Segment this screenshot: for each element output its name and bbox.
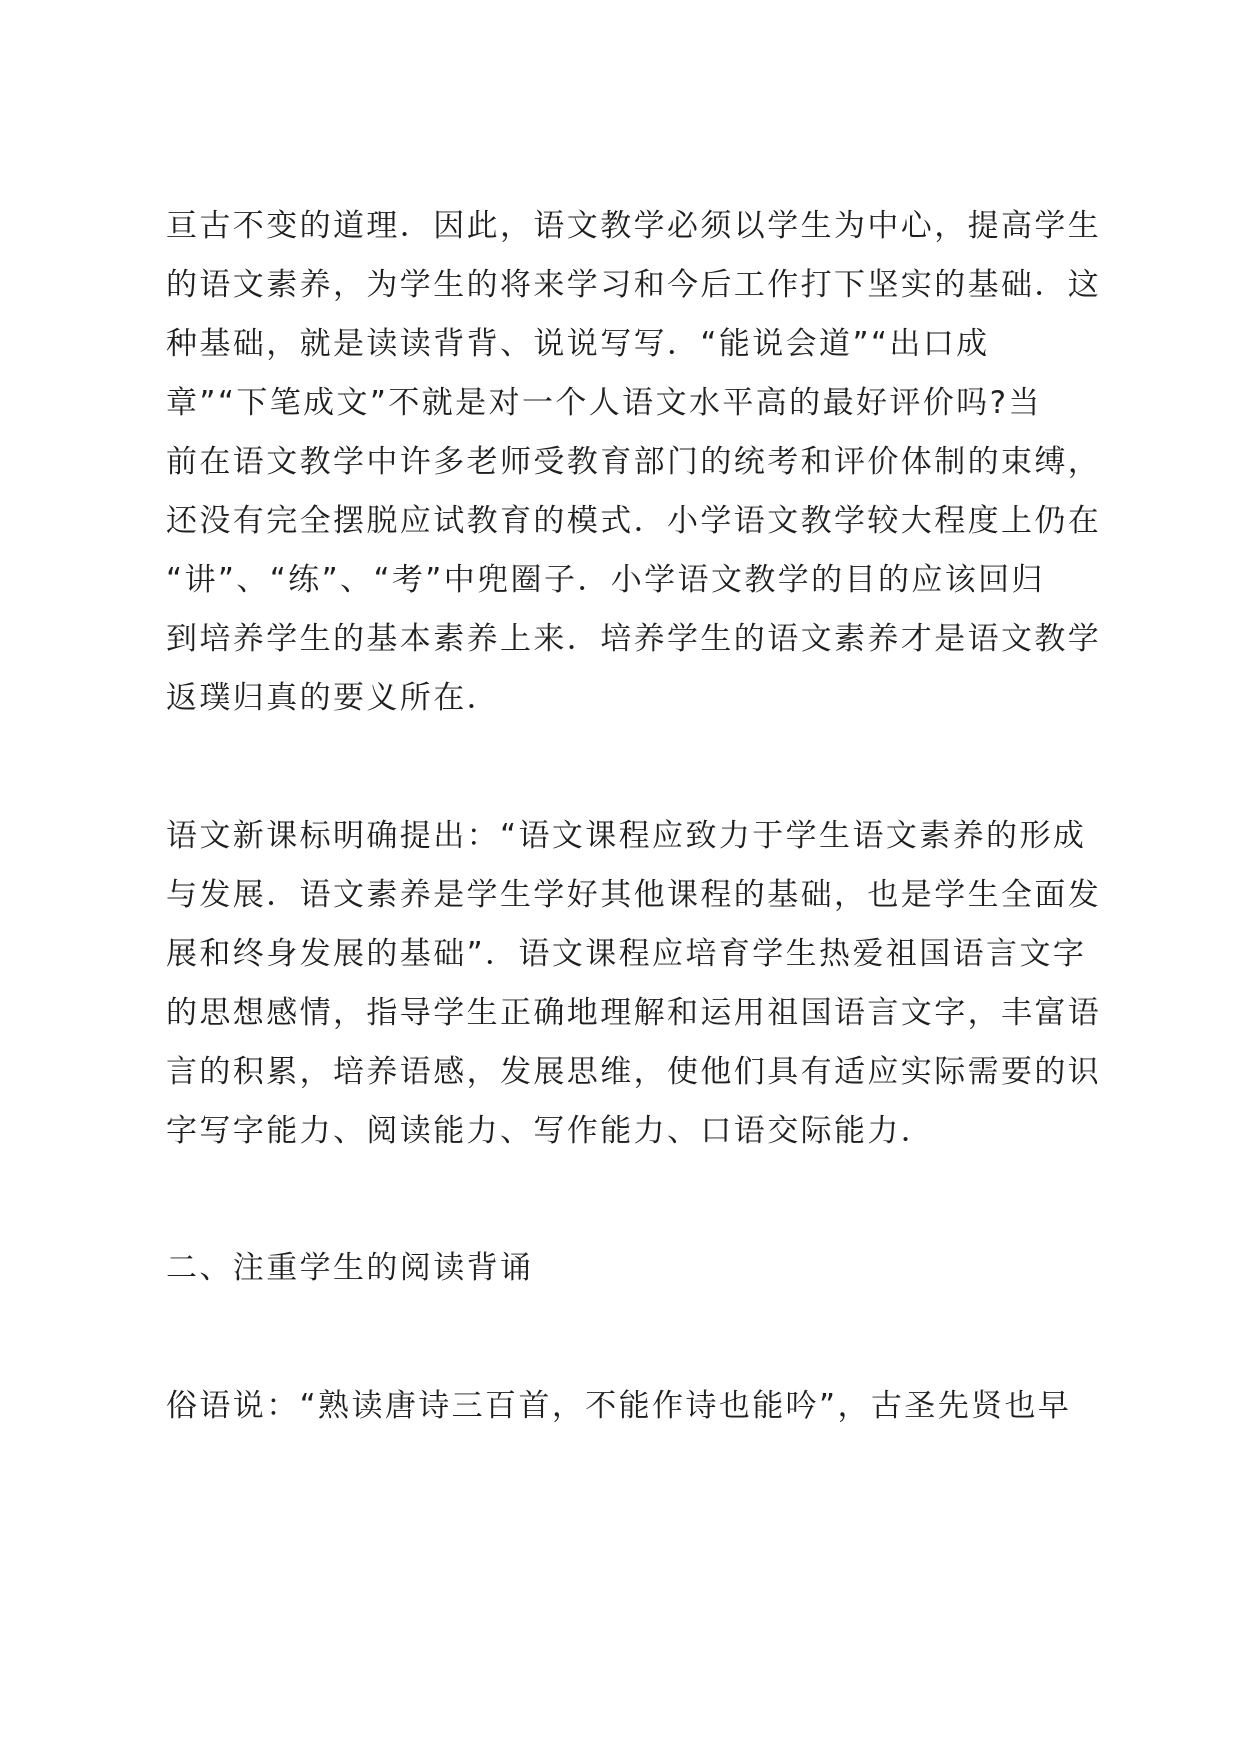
paragraph-2-line: 字写字能力、阅读能力、写作能力、口语交际能力． (166, 1113, 935, 1149)
paragraph-1-line: 种基础，就是读读背背、说说写写．“能说会道”“出口成 (166, 326, 990, 362)
paragraph-1-line: 前在语文教学中许多老师受教育部门的统考和评价体制的束缚， (166, 444, 1102, 480)
paragraph-2-line: 的思想感情，指导学生正确地理解和运用祖国语言文字，丰富语 (166, 995, 1102, 1031)
paragraph-2-line: 语文新课标明确提出：“语文课程应致力于学生语文素养的形成 (166, 818, 1087, 854)
paragraph-1-line: “讲”、“练”、“考”中兜圈子．小学语文教学的目的应该回归 (166, 562, 1045, 598)
paragraph-1-line: 章”“下笔成文”不就是对一个人语文水平高的最好评价吗?当 (166, 385, 1042, 421)
paragraph-2-line: 展和终身发展的基础”．语文课程应培育学生热爱祖国语言文字 (166, 936, 1087, 972)
paragraph-2-line: 言的积累，培养语感，发展思维，使他们具有适应实际需要的识 (166, 1054, 1102, 1090)
paragraph-1-line: 返璞归真的要义所在． (166, 680, 500, 716)
paragraph-1-line: 的语文素养，为学生的将来学习和今后工作打下坚实的基础．这 (166, 267, 1102, 303)
section-heading: 二、注重学生的阅读背诵 (166, 1250, 534, 1286)
paragraph-1-line: 亘古不变的道理．因此，语文教学必须以学生为中心，提高学生 (166, 208, 1102, 244)
paragraph-2-line: 与发展．语文素养是学生学好其他课程的基础，也是学生全面发 (166, 877, 1102, 913)
paragraph-1-line: 还没有完全摆脱应试教育的模式．小学语文教学较大程度上仍在 (166, 503, 1102, 539)
paragraph-1-line: 到培养学生的基本素养上来．培养学生的语文素养才是语文教学 (166, 621, 1102, 657)
paragraph-3-line: 俗语说：“熟读唐诗三百首，不能作诗也能吟”，古圣先贤也早 (166, 1388, 1072, 1424)
